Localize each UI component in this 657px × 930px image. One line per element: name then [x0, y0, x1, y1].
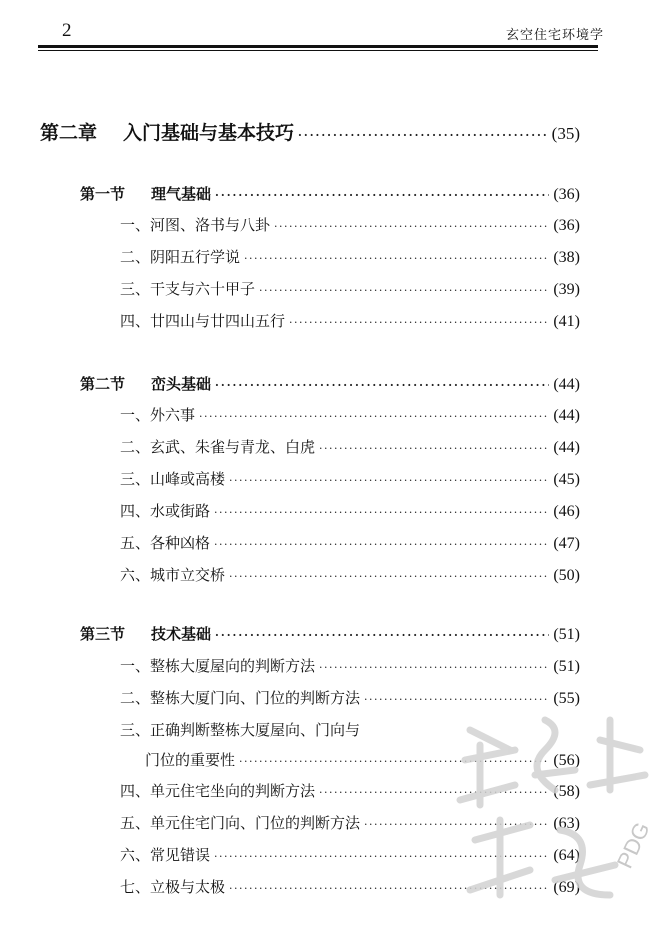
- section-entry: [80, 623, 580, 644]
- toc-item-text: 七、立极与太极: [120, 878, 226, 896]
- leader-dots: [229, 474, 549, 487]
- leader-dots: [298, 129, 548, 142]
- leader-dots: [319, 442, 549, 455]
- page-number: 2: [62, 20, 72, 41]
- toc-item-page: (41): [553, 313, 580, 330]
- leader-dots: [215, 629, 549, 642]
- toc-item-page: (38): [553, 249, 580, 266]
- toc-item: [120, 214, 580, 235]
- toc-item-page: (47): [553, 535, 580, 552]
- toc-item-text: 四、廿四山与廿四山五行: [120, 312, 286, 330]
- toc-item-text: 二、玄武、朱雀与青龙、白虎: [120, 438, 316, 456]
- section-title: 峦头基础: [151, 375, 212, 393]
- book-title: 玄空住宅环境学: [505, 28, 604, 43]
- toc-item-page: (46): [553, 503, 580, 520]
- section-label: 第一节: [80, 185, 126, 203]
- toc-item-text: 六、常见错误: [120, 846, 211, 864]
- section-label: 第三节: [80, 625, 126, 643]
- leader-dots: [289, 316, 549, 329]
- toc-item-text: 三、干支与六十甲子: [120, 280, 256, 298]
- leader-dots: [215, 189, 549, 202]
- toc-item-text: 二、阴阳五行学说: [120, 248, 241, 266]
- toc-item-text: 五、各种凶格: [120, 534, 211, 552]
- chapter-entry: [40, 118, 580, 145]
- toc-item-text: 一、外六事: [120, 406, 196, 424]
- seal-watermark-icon: [440, 690, 657, 930]
- toc-item-page: (69): [553, 879, 580, 896]
- toc-item-text: 一、河图、洛书与八卦: [120, 216, 271, 234]
- toc-item-page: (44): [553, 439, 580, 456]
- toc-item-text: 二、整栋大厦门向、门位的判断方法: [120, 689, 361, 707]
- leader-dots: [259, 284, 549, 297]
- section-page: (51): [553, 626, 580, 643]
- leader-dots: [244, 252, 549, 265]
- toc-item-text: 四、水或街路: [120, 502, 211, 520]
- toc-item: [120, 310, 580, 331]
- toc-item-page: (58): [553, 783, 580, 800]
- toc-item-text: 六、城市立交桥: [120, 566, 226, 584]
- toc-item: [120, 468, 580, 489]
- toc-item-page: (64): [553, 847, 580, 864]
- toc-item-page: (50): [553, 567, 580, 584]
- toc-item: [120, 564, 580, 585]
- section-entry: [80, 183, 580, 204]
- toc-item: [120, 246, 580, 267]
- section-page: (44): [553, 376, 580, 393]
- leader-dots: [215, 379, 549, 392]
- toc-item: [120, 404, 580, 425]
- section-page: (36): [553, 186, 580, 203]
- leader-dots: [229, 570, 549, 583]
- toc-item: [120, 500, 580, 521]
- toc-item-page: (51): [553, 658, 580, 675]
- toc-item-page: (63): [553, 815, 580, 832]
- section-entry: [80, 373, 580, 394]
- toc-item-page: (39): [553, 281, 580, 298]
- toc-item: [120, 532, 580, 553]
- toc-item-continuation: 门位的重要性: [145, 751, 236, 769]
- toc-item-page: (44): [553, 407, 580, 424]
- toc-item-page: (45): [553, 471, 580, 488]
- chapter-label: 第二章: [40, 122, 98, 144]
- toc-item: [120, 436, 580, 457]
- leader-dots: [199, 410, 549, 423]
- section-label: 第二节: [80, 375, 126, 393]
- leader-dots: [274, 220, 549, 233]
- chapter-title: 入门基础与基本技巧: [123, 122, 295, 144]
- chapter-page: (35): [551, 124, 580, 143]
- leader-dots: [319, 661, 549, 674]
- toc-item-text: 五、单元住宅门向、门位的判断方法: [120, 814, 361, 832]
- section-title: 技术基础: [151, 625, 212, 643]
- toc-item-page: (36): [553, 217, 580, 234]
- toc-item-page: (56): [553, 752, 580, 769]
- watermark-text: PDG: [611, 818, 655, 873]
- toc-item: [120, 278, 580, 299]
- leader-dots: [214, 538, 549, 551]
- toc-item-text: 三、正确判断整栋大厦屋向、门向与: [120, 721, 361, 739]
- toc-item-text: 四、单元住宅坐向的判断方法: [120, 782, 316, 800]
- toc-item-text: 三、山峰或高楼: [120, 470, 226, 488]
- toc-item: [120, 655, 580, 676]
- toc-item-text: 一、整栋大厦屋向的判断方法: [120, 657, 316, 675]
- section-title: 理气基础: [151, 185, 212, 203]
- toc-item-page: (55): [553, 690, 580, 707]
- leader-dots: [214, 506, 549, 519]
